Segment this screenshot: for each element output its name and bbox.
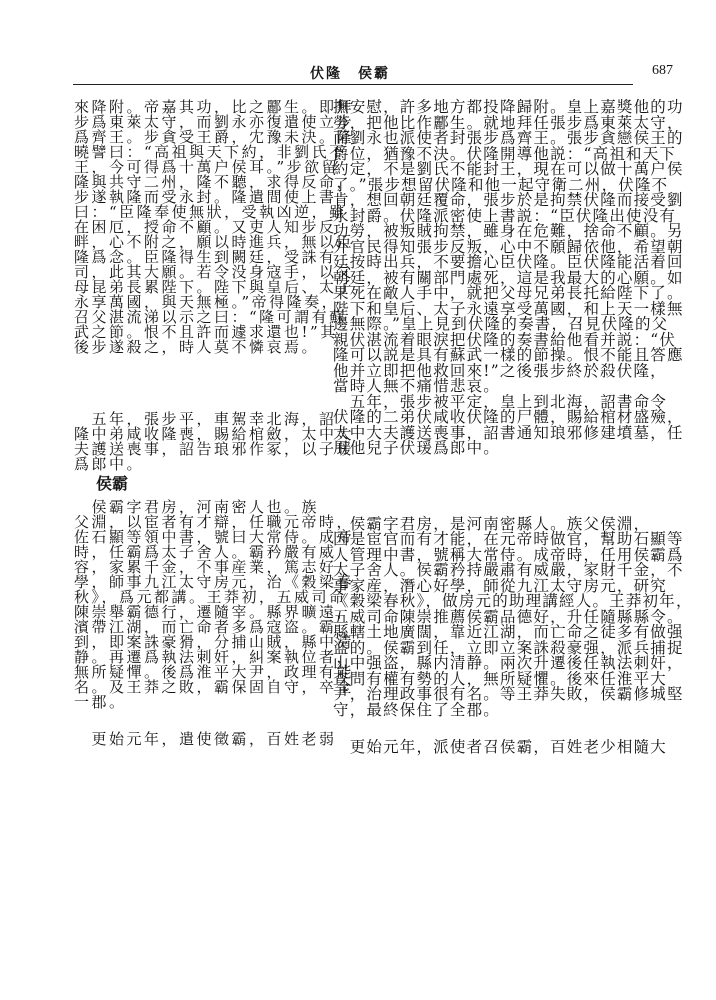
text-line: 步遂執隆而受永封。隆遣間使上書 xyxy=(74,188,337,206)
text-line: 濱帶江湖，而亡命者多爲寇盗。霸 xyxy=(74,618,337,636)
text-line: 母昆弟長累陛下。陛下與皇后、太子 xyxy=(74,278,355,296)
text-line: 伏隆的二弟伏咸收伏隆的尸體，賜給棺材盛殮， xyxy=(333,408,684,426)
text-line: 親伏湛流着眼淚把伏隆的奏書給他看并説：“伏 xyxy=(333,330,677,349)
text-line: 勞，把他比作酈生。就地拜任張步爲東萊太守， xyxy=(333,113,684,132)
text-line: 在困厄，授命不顧。又吏人知步反 xyxy=(74,218,337,236)
right-paragraph-3 xyxy=(333,513,693,719)
text-line: 山中强盗，縣内清静。兩次升遷後任執法刺奸， xyxy=(333,654,684,672)
running-header-title: 伏隆 侯霸 xyxy=(310,66,390,82)
text-line: 尹，治理政事很有名。等王莽失敗，侯霸修城堅 xyxy=(333,685,684,703)
text-line: 隆與共守二州，隆不聽，求得反命， xyxy=(74,173,355,191)
left-column-original-text xyxy=(74,96,355,748)
text-line: 學，師事九江太守房元，治《穀梁春 xyxy=(74,573,355,591)
text-line: 爵位，猶豫不決。伏隆開導他説：“高祖和天下 xyxy=(333,144,677,163)
text-line: 事家産，潛心好學，師從九江太守房元，研究 xyxy=(333,576,668,595)
text-line: 永享萬國，與天無極。”帝得隆奏， xyxy=(74,293,340,311)
text-line: 更始元年，派使者召侯霸，百姓老少相隨大 xyxy=(333,738,668,756)
text-line: 五威司命陳崇推薦侯霸品德好，升任隨縣縣令。 xyxy=(333,607,684,626)
text-line: 佐石顯等領中書，號曰大常侍。成帝 xyxy=(74,528,355,546)
text-line: 果死在敵人手中，就把父母兄弟長托給陛下了。 xyxy=(333,284,684,302)
left-paragraph-2 xyxy=(74,408,355,473)
text-line: 邊無際。”皇上見到伏隆的奏書，召見伏隆的父 xyxy=(333,315,669,333)
text-line: 侯霸字君房，是河南密縣人。族父侯淵， xyxy=(333,514,651,533)
text-line: 隆可以説是具有蘇武一樣的節操。恨不能且答應 xyxy=(333,346,684,364)
text-line: 後步遂殺之，時人莫不憐哀焉。 xyxy=(74,338,320,356)
right-column-translation xyxy=(333,96,693,756)
text-line: 時，任霸爲太子舍人。霸矜嚴有威 xyxy=(74,543,337,561)
text-line: 約定，不是劉氏不能封王，現在可以做十萬户侯 xyxy=(333,160,684,178)
text-line: 肯，想回朝廷覆命，張步於是拘禁伏隆而接受劉 xyxy=(333,191,684,209)
text-line: 縣轄土地廣闊，靠近江湖，而亡命之徒多有做强 xyxy=(333,623,684,641)
text-line: 一郡。 xyxy=(74,693,127,711)
text-line: 武之節。恨不且許而遽求還也!”其 xyxy=(74,323,338,341)
text-line: 了。”張步想留伏隆和他一起守衛二州，伏隆不 xyxy=(333,175,669,194)
text-line: 太子舍人。侯霸矜持嚴肅有威嚴，家財千金，不 xyxy=(333,561,684,579)
text-line: 永封爵。伏隆派密使上書説：“臣伏隆出使没有 xyxy=(333,206,677,225)
text-line: 五年，張步平，車駕幸北海，詔 xyxy=(74,410,337,428)
text-line: 守，最終保住了全郡。 xyxy=(333,700,501,719)
text-line: 隆中弟咸收隆喪，賜給棺斂，太中大 xyxy=(74,425,355,443)
text-line: 静。再遷爲執法刺奸，糾案執位者， xyxy=(74,648,355,666)
left-paragraph-1 xyxy=(74,96,355,356)
text-line: 曰：“臣隆奉使無狀，受執凶逆，雖 xyxy=(74,203,347,221)
text-line: 爲齊王。步貪受王爵，冘豫未決。隆 xyxy=(74,128,355,146)
text-line: 隆爲念。臣隆得生到闕廷，受誅有 xyxy=(74,248,337,266)
text-line: 畔，心不附之，願以時進兵，無以臣 xyxy=(74,233,355,251)
text-line: 廷按時出兵，不要擔心臣伏隆。臣伏隆能活着回 xyxy=(333,253,684,271)
text-line: 父淵，以宦者有才辯，任職元帝時， xyxy=(74,513,355,531)
text-line: 太中大夫護送喪事，詔書通知琅邪修建墳墓，任 xyxy=(333,423,684,442)
text-line: 名。及王莽之敗，霸保固自守，卒全 xyxy=(74,678,355,696)
text-line: 爲郎中。 xyxy=(74,455,145,473)
text-line: 無所疑憚。後爲淮平大尹，政理有能 xyxy=(74,663,355,681)
text-line: 《穀梁春秋》，做房元的助理講經人。王莽初年， xyxy=(333,592,693,610)
paragraph-gap xyxy=(333,453,633,513)
left-paragraph-3 xyxy=(74,496,355,711)
text-line: 外官民得知張步反叛，心中不願歸依他，希望朝 xyxy=(333,237,684,256)
text-line: 人管理中書，號稱大常侍。成帝時，任用侯霸爲 xyxy=(333,545,684,564)
text-line: 陛下和皇后、太子永遠享受萬國，和上天一樣無 xyxy=(333,299,684,318)
page-number: 687 xyxy=(652,63,673,78)
text-line: 秋》，爲元都講。王莽初，五威司命 xyxy=(74,588,347,606)
text-line: 來降附。帝嘉其功，比之酈生。即拜 xyxy=(74,98,355,116)
text-line: 因是宦官而有才能，在元帝時做官，幫助石顯等 xyxy=(333,530,684,548)
text-line: 曉譬曰：“高祖與天下約，非劉氏不 xyxy=(74,143,347,161)
text-line: 用他兒子伏瑗爲郎中。 xyxy=(333,439,501,457)
text-line: 功勞，被叛賊拘禁，雖身在危難，捨命不顧。另 xyxy=(333,222,684,240)
text-line: 步爲東萊太守，而劉永亦復遣使立步 xyxy=(74,113,355,131)
text-line: 司，此其大願。若令没身寇手，以父 xyxy=(74,263,355,281)
text-line: 撫安慰，許多地方都投降歸附。皇上嘉獎他的功 xyxy=(333,98,684,116)
section-heading: 侯霸 xyxy=(96,474,129,493)
text-line: 他并立即把他救回來!”之後張步終於殺伏隆， xyxy=(333,361,667,380)
text-line: 盗的。侯霸到任，立即立案誅殺豪强，派兵捕捉 xyxy=(333,638,684,657)
text-line: 容，家累千金，不事産業，篤志好 xyxy=(74,558,337,576)
text-line: 到，即案誅豪猾，分捕山賊，縣中清 xyxy=(74,633,355,651)
left-paragraph-4 xyxy=(74,728,337,748)
right-paragraph-1 xyxy=(333,96,684,395)
text-line: 召父湛流涕以示之曰：“隆可謂有蘇 xyxy=(74,308,347,326)
text-line: 查問有權有勢的人，無所疑懼。後來任淮平大 xyxy=(333,669,668,688)
right-paragraph-2 xyxy=(333,391,684,457)
text-line: 更始元年，遣使徵霸，百姓老弱 xyxy=(74,730,337,748)
paragraph-gap xyxy=(74,351,314,408)
header-rule xyxy=(73,84,633,85)
text-line: 當時人無不痛惜悲哀。 xyxy=(333,377,501,395)
right-paragraph-4 xyxy=(333,736,668,756)
text-line: 五年，張步被平定，皇上到北海，詔書命令 xyxy=(333,392,668,411)
text-line: 王，今可得爲十萬户侯耳。”步欲留 xyxy=(74,158,340,176)
text-line: 侯霸字君房，河南密人也。族 xyxy=(74,498,320,516)
text-line: 陳崇舉霸德行，遷隨宰。縣界曠遠， xyxy=(74,603,355,621)
text-line: 夫護送喪事，詔告琅邪作冢，以子瑗 xyxy=(74,440,355,458)
text-line: 而劉永也派使者封張步爲齊王。張步貪戀侯王的 xyxy=(333,129,684,147)
text-line: 朝廷，被有關部門處死，這是我最大的心願。如 xyxy=(333,268,684,287)
